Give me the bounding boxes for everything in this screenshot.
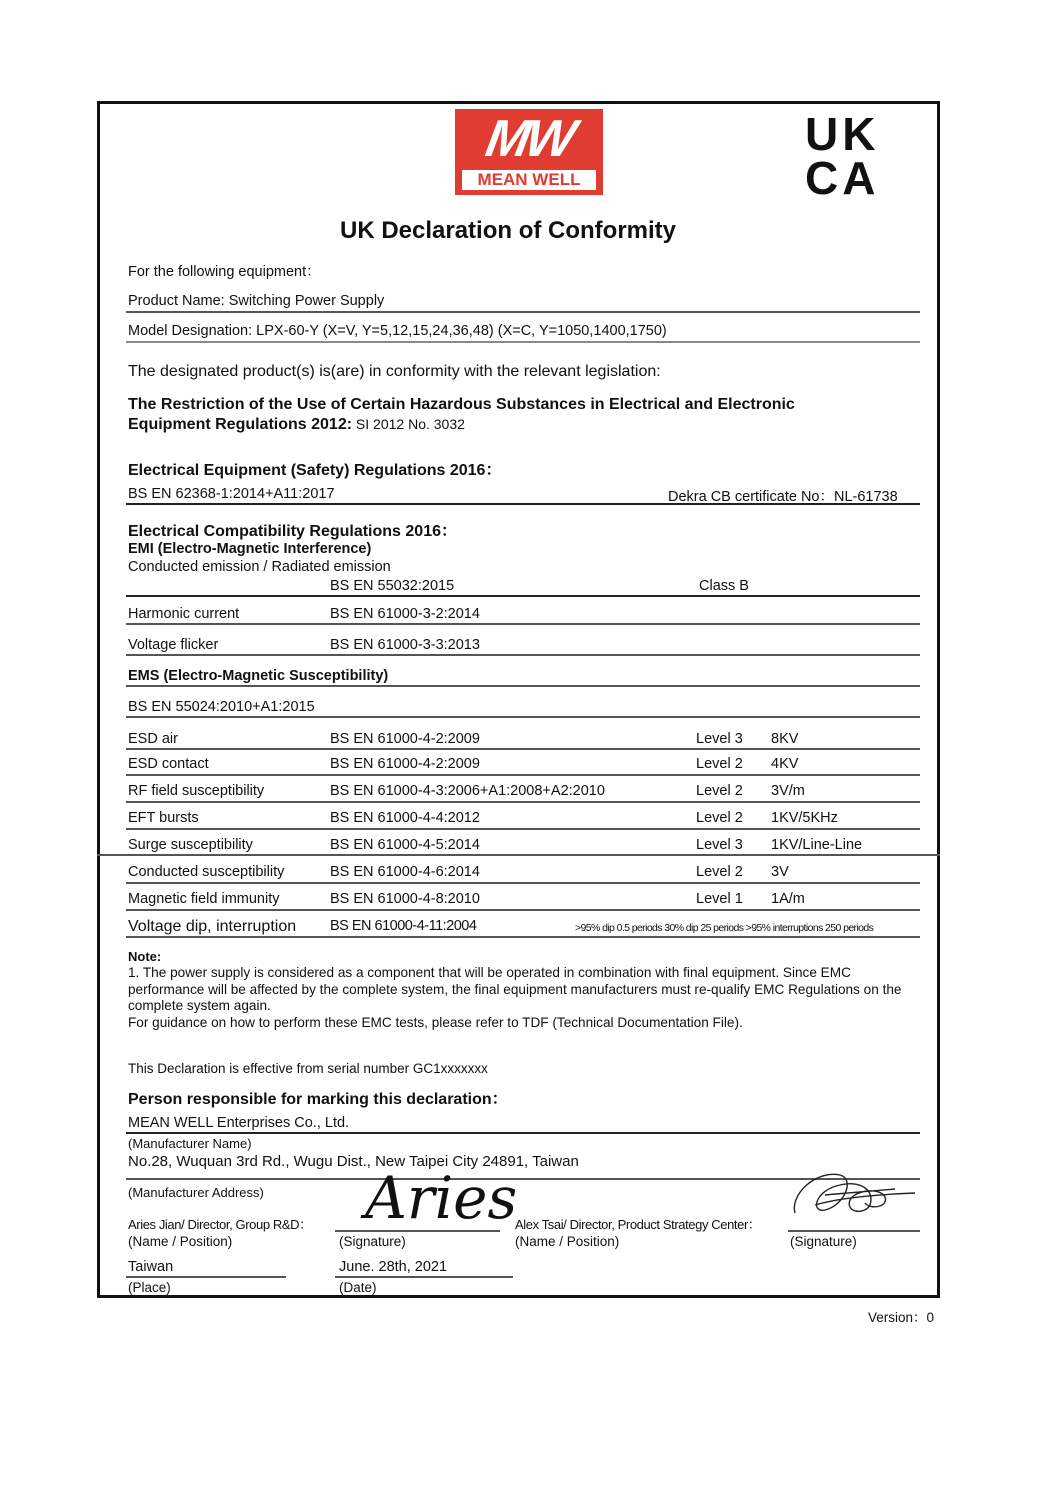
serial-statement: This Declaration is effective from serial number GC1xxxxxxx — [128, 1061, 488, 1076]
ems-row-standard: BS EN 61000-4-11:2004 — [330, 918, 477, 934]
emi-class: Class B — [699, 578, 749, 594]
date-value: June. 28th, 2021 — [339, 1259, 448, 1275]
manufacturer-name-label: (Manufacturer Name) — [128, 1136, 252, 1151]
signer2-name-position: Alex Tsai/ Director, Product Strategy Center： — [515, 1217, 761, 1232]
rohs-title-line2 — [128, 416, 465, 434]
responsible-title: Person responsible for marking this declaration： — [128, 1091, 508, 1108]
ems-row-level: Level 2 — [696, 810, 743, 826]
note-body — [128, 965, 923, 1031]
divider — [126, 936, 920, 938]
rohs-reference: SI 2012 No. 3032 — [352, 416, 465, 432]
ems-row-level: Level 3 — [696, 731, 743, 747]
emi-row-standard: BS EN 61000-3-2:2014 — [330, 606, 480, 622]
emc-title: Electrical Compatibility Regulations 2016： — [128, 523, 457, 540]
emi-row-standard: BS EN 61000-3-3:2013 — [330, 637, 480, 653]
signature-label-1: (Signature) — [339, 1234, 406, 1249]
place-label: (Place) — [128, 1280, 171, 1295]
ems-row-standard: BS EN 61000-4-4:2012 — [330, 810, 480, 826]
ems-row-standard: BS EN 61000-4-8:2010 — [330, 891, 480, 907]
signer1-name-position: Aries Jian/ Director, Group R&D： — [128, 1217, 312, 1232]
emi-subtitle: Conducted emission / Radiated emission — [128, 559, 391, 575]
ems-row-level: Level 1 — [696, 891, 743, 907]
page-title: UK Declaration of Conformity — [339, 217, 677, 244]
ems-row-test: Voltage dip, interruption — [128, 918, 297, 935]
ems-row-standard: BS EN 61000-4-6:2014 — [330, 864, 480, 880]
name-position-label-1: (Name / Position) — [128, 1234, 233, 1249]
divider — [126, 623, 920, 625]
ems-row-level: Level 2 — [696, 864, 743, 880]
ems-row-standard: BS EN 61000-4-5:2014 — [330, 837, 480, 853]
ems-row-standard: BS EN 61000-4-2:2009 — [330, 756, 480, 772]
divider — [97, 854, 940, 856]
ems-row-test: EFT bursts — [128, 810, 199, 826]
signature-aries: Aries — [365, 1164, 518, 1232]
ems-row-test: Surge susceptibility — [128, 837, 253, 853]
ems-row-test: Magnetic field immunity — [128, 891, 280, 907]
mean-well-logo — [455, 109, 603, 195]
ems-row-test: ESD air — [128, 731, 178, 747]
divider — [126, 774, 920, 776]
manufacturer-address-label: (Manufacturer Address) — [128, 1185, 264, 1200]
ems-row-value: 3V/m — [771, 783, 805, 799]
manufacturer-address: No.28, Wuquan 3rd Rd., Wugu Dist., New Taipei City 24891, Taiwan — [128, 1153, 579, 1170]
note-title: Note: — [128, 949, 162, 964]
divider — [126, 882, 920, 884]
emi-row-test: Voltage flicker — [128, 637, 219, 653]
ems-row-level: Level 3 — [696, 837, 743, 853]
ukca-mark — [805, 108, 895, 204]
note-line1: 1. The power supply is considered as a component that will be operated in combination with final equipment. Since EMC performance will be affected by the complete system, the final equipment manufacturers must re-qualify EMC Regulations on the complete system again. — [128, 965, 902, 1013]
ukca-mark-bottom: CA — [805, 152, 880, 204]
divider — [126, 654, 920, 656]
ems-row-value: 1KV/5KHz — [771, 810, 838, 826]
safety-standard: BS EN 62368-1:2014+A11:2017 — [128, 486, 335, 502]
safety-title: Electrical Equipment (Safety) Regulations 2016： — [128, 462, 502, 479]
ems-row-value: 1A/m — [771, 891, 805, 907]
divider — [126, 1132, 920, 1134]
divider — [126, 748, 920, 750]
divider — [335, 1276, 513, 1278]
logo-mw-mark: MW — [481, 110, 577, 168]
ems-row-value: 3V — [771, 864, 789, 880]
divider — [126, 1276, 286, 1278]
divider — [126, 503, 920, 505]
ems-row-test: RF field susceptibility — [128, 783, 265, 799]
place-value: Taiwan — [128, 1259, 174, 1275]
ems-row-standard: BS EN 61000-4-3:2006+A1:2008+A2:2010 — [330, 783, 605, 799]
emi-standard: BS EN 55032:2015 — [330, 578, 455, 594]
equipment-intro: For the following equipment： — [128, 264, 321, 280]
rohs-title-line1: The Restriction of the Use of Certain Hazardous Substances in Electrical and Electronic — [128, 396, 795, 413]
ems-row-test: Conducted susceptibility — [128, 864, 285, 880]
ems-row-value: 8KV — [771, 731, 799, 747]
rohs-regulation: Equipment Regulations 2012: — [128, 416, 353, 433]
emi-row-test: Harmonic current — [128, 606, 240, 622]
logo-wordmark: MEAN WELL — [477, 170, 581, 189]
manufacturer-name: MEAN WELL Enterprises Co., Ltd. — [128, 1115, 350, 1131]
note-line2: For guidance on how to perform these EMC tests, please refer to TDF (Technical Documentation File). — [128, 1014, 743, 1030]
ems-row-value: >95% dip 0.5 periods 30% dip 25 periods >95% interruptions 250 periods — [575, 922, 874, 934]
signature-label-2: (Signature) — [790, 1234, 857, 1249]
emi-title: EMI (Electro-Magnetic Interference) — [128, 541, 372, 557]
divider — [126, 595, 920, 597]
logo-wordmark-box — [462, 170, 596, 190]
divider — [126, 685, 920, 687]
ems-title: EMS (Electro-Magnetic Susceptibility) — [128, 668, 389, 684]
divider — [126, 909, 920, 911]
divider — [126, 311, 920, 313]
conformity-statement: The designated product(s) is(are) in conformity with the relevant legislation: — [128, 363, 661, 380]
ems-row-standard: BS EN 61000-4-2:2009 — [330, 731, 480, 747]
ems-row-level: Level 2 — [696, 783, 743, 799]
version-label: Version：0 — [868, 1310, 935, 1325]
ukca-mark-top: UK — [805, 108, 880, 160]
safety-certificate: Dekra CB certificate No：NL-61738 — [668, 489, 898, 505]
divider — [126, 716, 920, 718]
ems-row-value: 1KV/Line-Line — [771, 837, 863, 853]
product-name: Product Name: Switching Power Supply — [128, 293, 385, 309]
divider — [126, 828, 920, 830]
name-position-label-2: (Name / Position) — [515, 1234, 620, 1249]
model-designation: Model Designation: LPX-60-Y (X=V, Y=5,12,15,24,36,48) (X=C, Y=1050,1400,1750) — [128, 323, 667, 339]
signature-alex-tsai — [785, 1165, 925, 1235]
divider — [126, 341, 920, 343]
ems-row-test: ESD contact — [128, 756, 209, 772]
ems-row-value: 4KV — [771, 756, 799, 772]
date-label: (Date) — [339, 1280, 377, 1295]
ems-standard: BS EN 55024:2010+A1:2015 — [128, 699, 315, 715]
divider — [126, 801, 920, 803]
ems-row-level: Level 2 — [696, 756, 743, 772]
